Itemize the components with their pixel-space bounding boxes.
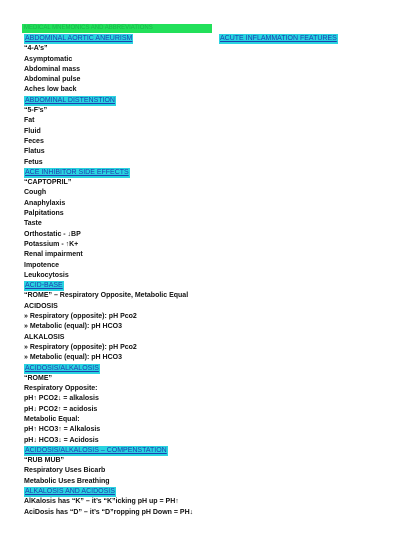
section-heading: ACIDOSIS/ALKALOSIS	[24, 364, 100, 374]
section-heading-row	[24, 96, 224, 106]
section-text-line: Palpitations	[24, 210, 64, 218]
section-text-line: pH↓ PCO2↑ = acidosis	[24, 405, 98, 413]
section-text-line: AlKalosis has “K” – it’s “K”icking pH up = PH↑	[24, 498, 179, 506]
section-text-line: » Metabolic (equal): pH HCO3	[24, 323, 123, 331]
section-heading-row	[24, 34, 224, 44]
section-heading-row	[24, 487, 224, 497]
section-heading-row	[24, 168, 224, 178]
section-heading-row	[24, 281, 224, 291]
section-text-line: » Respiratory (opposite): pH Pco2	[24, 343, 137, 351]
section-text-line: » Respiratory (opposite): pH Pco2	[24, 313, 137, 321]
section-text-line: Abdominal mass	[24, 65, 81, 73]
section-text-line: Anaphylaxis	[24, 199, 66, 207]
section-text-line: “5-F’s”	[24, 107, 48, 115]
section-text-line: Abdominal pulse	[24, 76, 81, 84]
section-heading-row	[24, 446, 224, 456]
section-text-line: » Metabolic (equal): pH HCO3	[24, 354, 123, 362]
section-text-line: Potassium - ↑K+	[24, 240, 79, 248]
section-text-line: ALKALOSIS	[24, 333, 65, 341]
section-heading: ACIDOSIS/ALKALOSIS – COMPENSTATION	[24, 446, 168, 456]
section-heading-acute-inflammation: ACUTE INFLAMMATION FEATURES	[219, 34, 338, 44]
section-text-line: ACIDOSIS	[24, 302, 58, 310]
section-text-line: pH↑ PCO2↓ = alkalosis	[24, 395, 99, 403]
section-text-line: Impotence	[24, 261, 60, 269]
section-text-line: “4-A’s”	[24, 45, 48, 53]
section-text-line: “ROME” – Respiratory Opposite, Metabolic Equal	[24, 292, 189, 300]
section-text-line: Cough	[24, 189, 47, 197]
section-text-line: pH↓ HCO3↓ = Acidosis	[24, 436, 99, 444]
section-text-line: AciDosis has “D” – it’s “D”ropping pH Down = PH↓	[24, 508, 194, 516]
section-text-line: “CAPTOPRIL”	[24, 179, 72, 187]
section-heading: ABDOMINAL AORTIC ANEURISM	[24, 34, 133, 44]
section-text-line: “ROME”	[24, 374, 52, 382]
section-text-line: Taste	[24, 220, 42, 228]
section-heading-row	[24, 364, 224, 374]
section-text-line: Leukocytosis	[24, 271, 69, 279]
section-heading: ABDOMINAL DISTENSTION	[24, 96, 116, 106]
section-heading: ALKALOSIS AND ACIDOSIS	[24, 487, 116, 497]
section-text-line: Asymptomatic	[24, 55, 73, 63]
section-text-line: Feces	[24, 137, 44, 145]
section-text-line: Fat	[24, 117, 35, 125]
section-text-line: Aches low back	[24, 86, 77, 94]
section-text-line: Metabolic Uses Breathing	[24, 477, 110, 485]
section-text-line: “RUB MUB”	[24, 457, 65, 465]
section-heading: ACE INHIBITOR SIDE EFFECTS	[24, 168, 130, 178]
right-column	[219, 34, 409, 44]
section-text-line: pH↑ HCO3↑ = Alkalosis	[24, 426, 101, 434]
section-text-line: Respiratory Opposite:	[24, 385, 98, 393]
document-title-bar: MEDICAL MNEMONICS AND ABBREVIATIONS	[22, 24, 212, 33]
section-text-line: Orthostatic - ↓BP	[24, 230, 81, 238]
section-text-line: Fetus	[24, 158, 43, 166]
section-text-line: Fluid	[24, 127, 41, 135]
section-text-line: Metabolic Equal:	[24, 415, 80, 423]
section-text-line: Respiratory Uses Bicarb	[24, 467, 106, 475]
section-text-line: Renal impairment	[24, 251, 83, 259]
left-column	[24, 34, 224, 518]
section-heading: ACID-BASE	[24, 281, 64, 291]
section-text-line: Flatus	[24, 148, 45, 156]
